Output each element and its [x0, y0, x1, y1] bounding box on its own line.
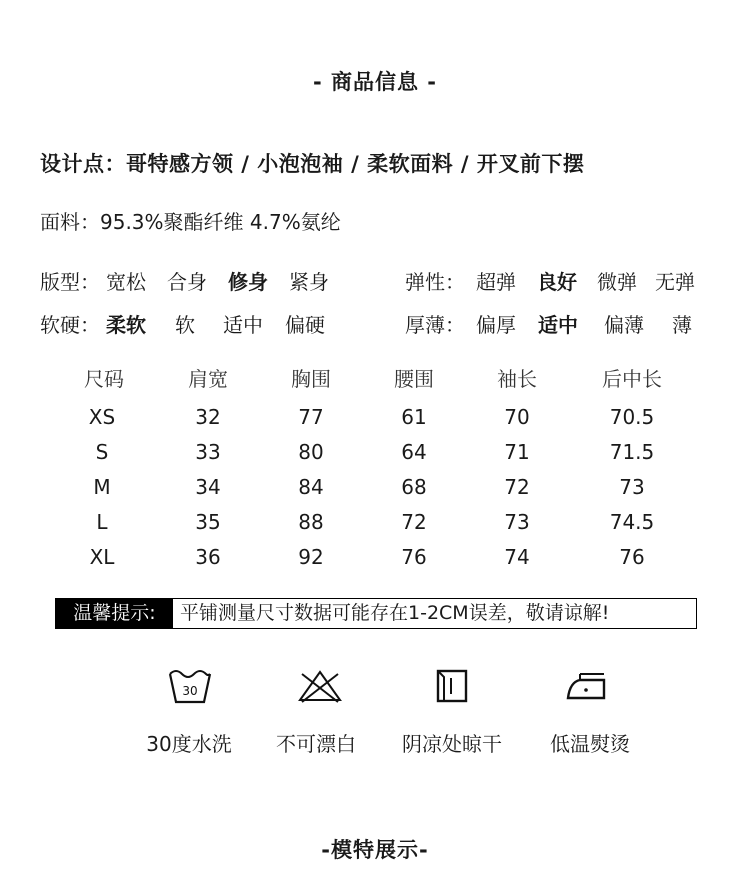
size-cell: 76	[401, 545, 427, 569]
size-table-header: 袖长	[497, 367, 537, 391]
size-cell: 34	[195, 475, 221, 499]
fit-option: 宽松	[106, 270, 146, 294]
size-cell: 68	[401, 475, 427, 499]
wash-30-icon	[166, 666, 214, 706]
size-cell: 32	[195, 405, 221, 429]
design-points: 设计点：哥特感方领 / 小泡泡袖 / 柔软面料 / 开叉前下摆	[40, 152, 585, 176]
size-cell: M	[93, 475, 111, 499]
size-cell: 71.5	[609, 440, 655, 464]
tip-label: 温馨提示:	[56, 599, 173, 628]
tip-box	[55, 598, 697, 629]
size-cell: 74	[504, 545, 530, 569]
care-label: 不可漂白	[276, 732, 356, 756]
size-cell: 61	[401, 405, 427, 429]
size-table-header: 腰围	[394, 367, 434, 391]
size-cell: 71	[504, 440, 530, 464]
size-cell: S	[95, 440, 109, 464]
size-table-header: 后中长	[602, 367, 662, 391]
softness-option-selected: 柔软	[106, 313, 146, 337]
elasticity-option: 超弹	[476, 270, 516, 294]
size-cell: 33	[195, 440, 221, 464]
size-cell: XS	[88, 405, 116, 429]
size-cell: 72	[504, 475, 530, 499]
softness-option: 偏硬	[285, 313, 325, 337]
size-cell: 80	[298, 440, 324, 464]
tip-text: 平铺测量尺寸数据可能存在1-2CM误差，敬请谅解!	[180, 602, 610, 624]
thickness-option-selected: 适中	[538, 313, 578, 337]
fit-option: 紧身	[289, 270, 329, 294]
shade-dry-icon	[428, 666, 476, 706]
care-label: 30度水洗	[146, 732, 232, 756]
thickness-option: 薄	[672, 313, 692, 337]
size-cell: 70	[504, 405, 530, 429]
elasticity-option-selected: 良好	[537, 270, 577, 294]
size-cell: XL	[89, 545, 115, 569]
size-cell: 35	[195, 510, 221, 534]
softness-label: 软硬：	[40, 313, 100, 337]
softness-option: 适中	[223, 313, 263, 337]
fit-label: 版型：	[40, 270, 100, 294]
thickness-label: 厚薄：	[405, 313, 465, 337]
size-cell: 64	[401, 440, 427, 464]
size-cell: 70.5	[609, 405, 655, 429]
fit-option: 合身	[167, 270, 207, 294]
fit-option-selected: 修身	[228, 270, 268, 294]
fabric-composition: 面料：95.3%聚酯纤维 4.7%氨纶	[40, 210, 341, 234]
elasticity-label: 弹性：	[405, 270, 465, 294]
size-table-header: 肩宽	[188, 367, 228, 391]
model-show-title: -模特展示-	[321, 838, 429, 862]
size-cell: 72	[401, 510, 427, 534]
size-cell: 76	[619, 545, 645, 569]
size-cell: 77	[298, 405, 324, 429]
size-cell: L	[96, 510, 108, 534]
elasticity-option: 无弹	[655, 270, 695, 294]
softness-option: 软	[175, 313, 195, 337]
size-cell: 73	[619, 475, 645, 499]
size-cell: 84	[298, 475, 324, 499]
size-cell: 73	[504, 510, 530, 534]
elasticity-option: 微弹	[597, 270, 637, 294]
size-table-header: 胸围	[291, 367, 331, 391]
low-iron-icon	[562, 666, 610, 706]
size-table-header: 尺码	[84, 367, 124, 391]
thickness-option: 偏厚	[476, 313, 516, 337]
size-cell: 92	[298, 545, 324, 569]
size-cell: 88	[298, 510, 324, 534]
svg-text:30: 30	[182, 684, 198, 698]
size-cell: 74.5	[609, 510, 655, 534]
size-cell: 36	[195, 545, 221, 569]
thickness-option: 偏薄	[604, 313, 644, 337]
care-label: 低温熨烫	[550, 732, 630, 756]
care-label: 阴凉处晾干	[402, 732, 502, 756]
product-info-title: - 商品信息 -	[312, 70, 438, 94]
no-bleach-icon	[296, 666, 344, 706]
